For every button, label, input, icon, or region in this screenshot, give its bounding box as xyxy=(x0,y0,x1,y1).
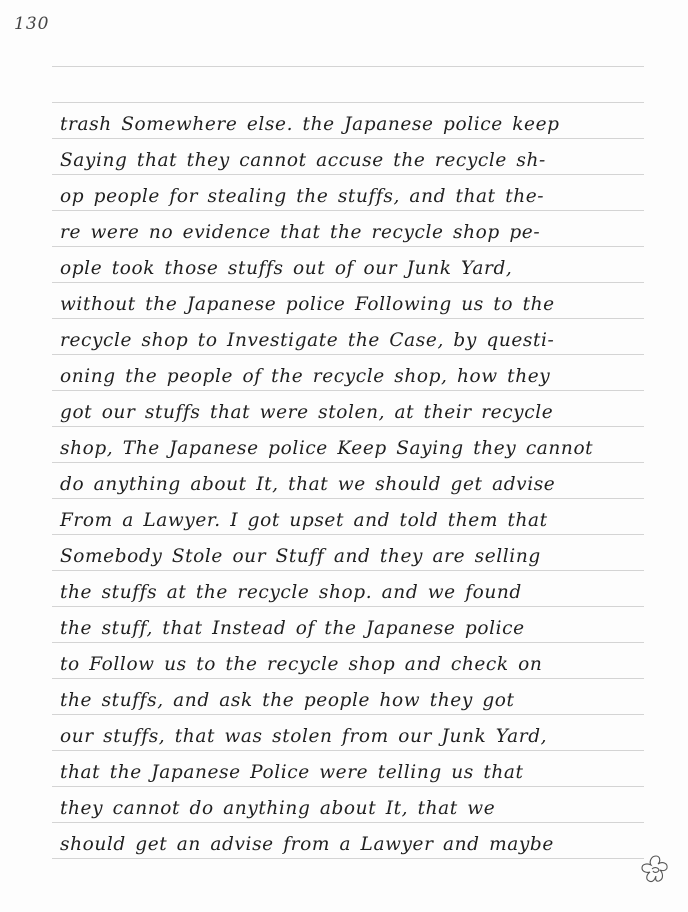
text-line: shop, The Japanese police Keep Saying they cannot xyxy=(60,438,594,459)
text-line: they cannot do anything about It, that we xyxy=(60,798,496,819)
text-line: the stuff, that Instead of the Japanese police xyxy=(60,618,525,639)
ruled-line xyxy=(52,66,644,67)
text-line: the stuffs, and ask the people how they got xyxy=(60,690,515,711)
text-line: Saying that they cannot accuse the recycle sh- xyxy=(60,150,546,171)
text-line: recycle shop to Investigate the Case, by questi- xyxy=(60,330,555,351)
text-line: ople took those stuffs out of our Junk Yard, xyxy=(60,258,513,279)
text-line: without the Japanese police Following us to the xyxy=(60,294,555,315)
text-line: oning the people of the recycle shop, how they xyxy=(60,366,551,387)
text-line: do anything about It, that we should get advise xyxy=(60,474,556,495)
text-line: re were no evidence that the recycle shop pe- xyxy=(60,222,541,243)
text-line: op people for stealing the stuffs, and that the- xyxy=(60,186,545,207)
text-line: our stuffs, that was stolen from our Junk Yard, xyxy=(60,726,548,747)
text-line: Somebody Stole our Stuff and they are selling xyxy=(60,546,541,567)
text-line: should get an advise from a Lawyer and maybe xyxy=(60,834,554,855)
text-line: the stuffs at the recycle shop. and we found xyxy=(60,582,522,603)
text-line: that the Japanese Police were telling us that xyxy=(60,762,524,783)
text-line: trash Somewhere else. the Japanese police keep xyxy=(60,114,560,135)
page-number: 130 xyxy=(14,14,50,34)
text-line: to Follow us to the recycle shop and check on xyxy=(60,654,543,675)
text-line: got our stuffs that were stolen, at their recycle xyxy=(60,402,554,423)
ruled-line xyxy=(52,102,644,103)
text-line: From a Lawyer. I got upset and told them that xyxy=(60,510,548,531)
flower-stamp-icon xyxy=(638,852,674,888)
